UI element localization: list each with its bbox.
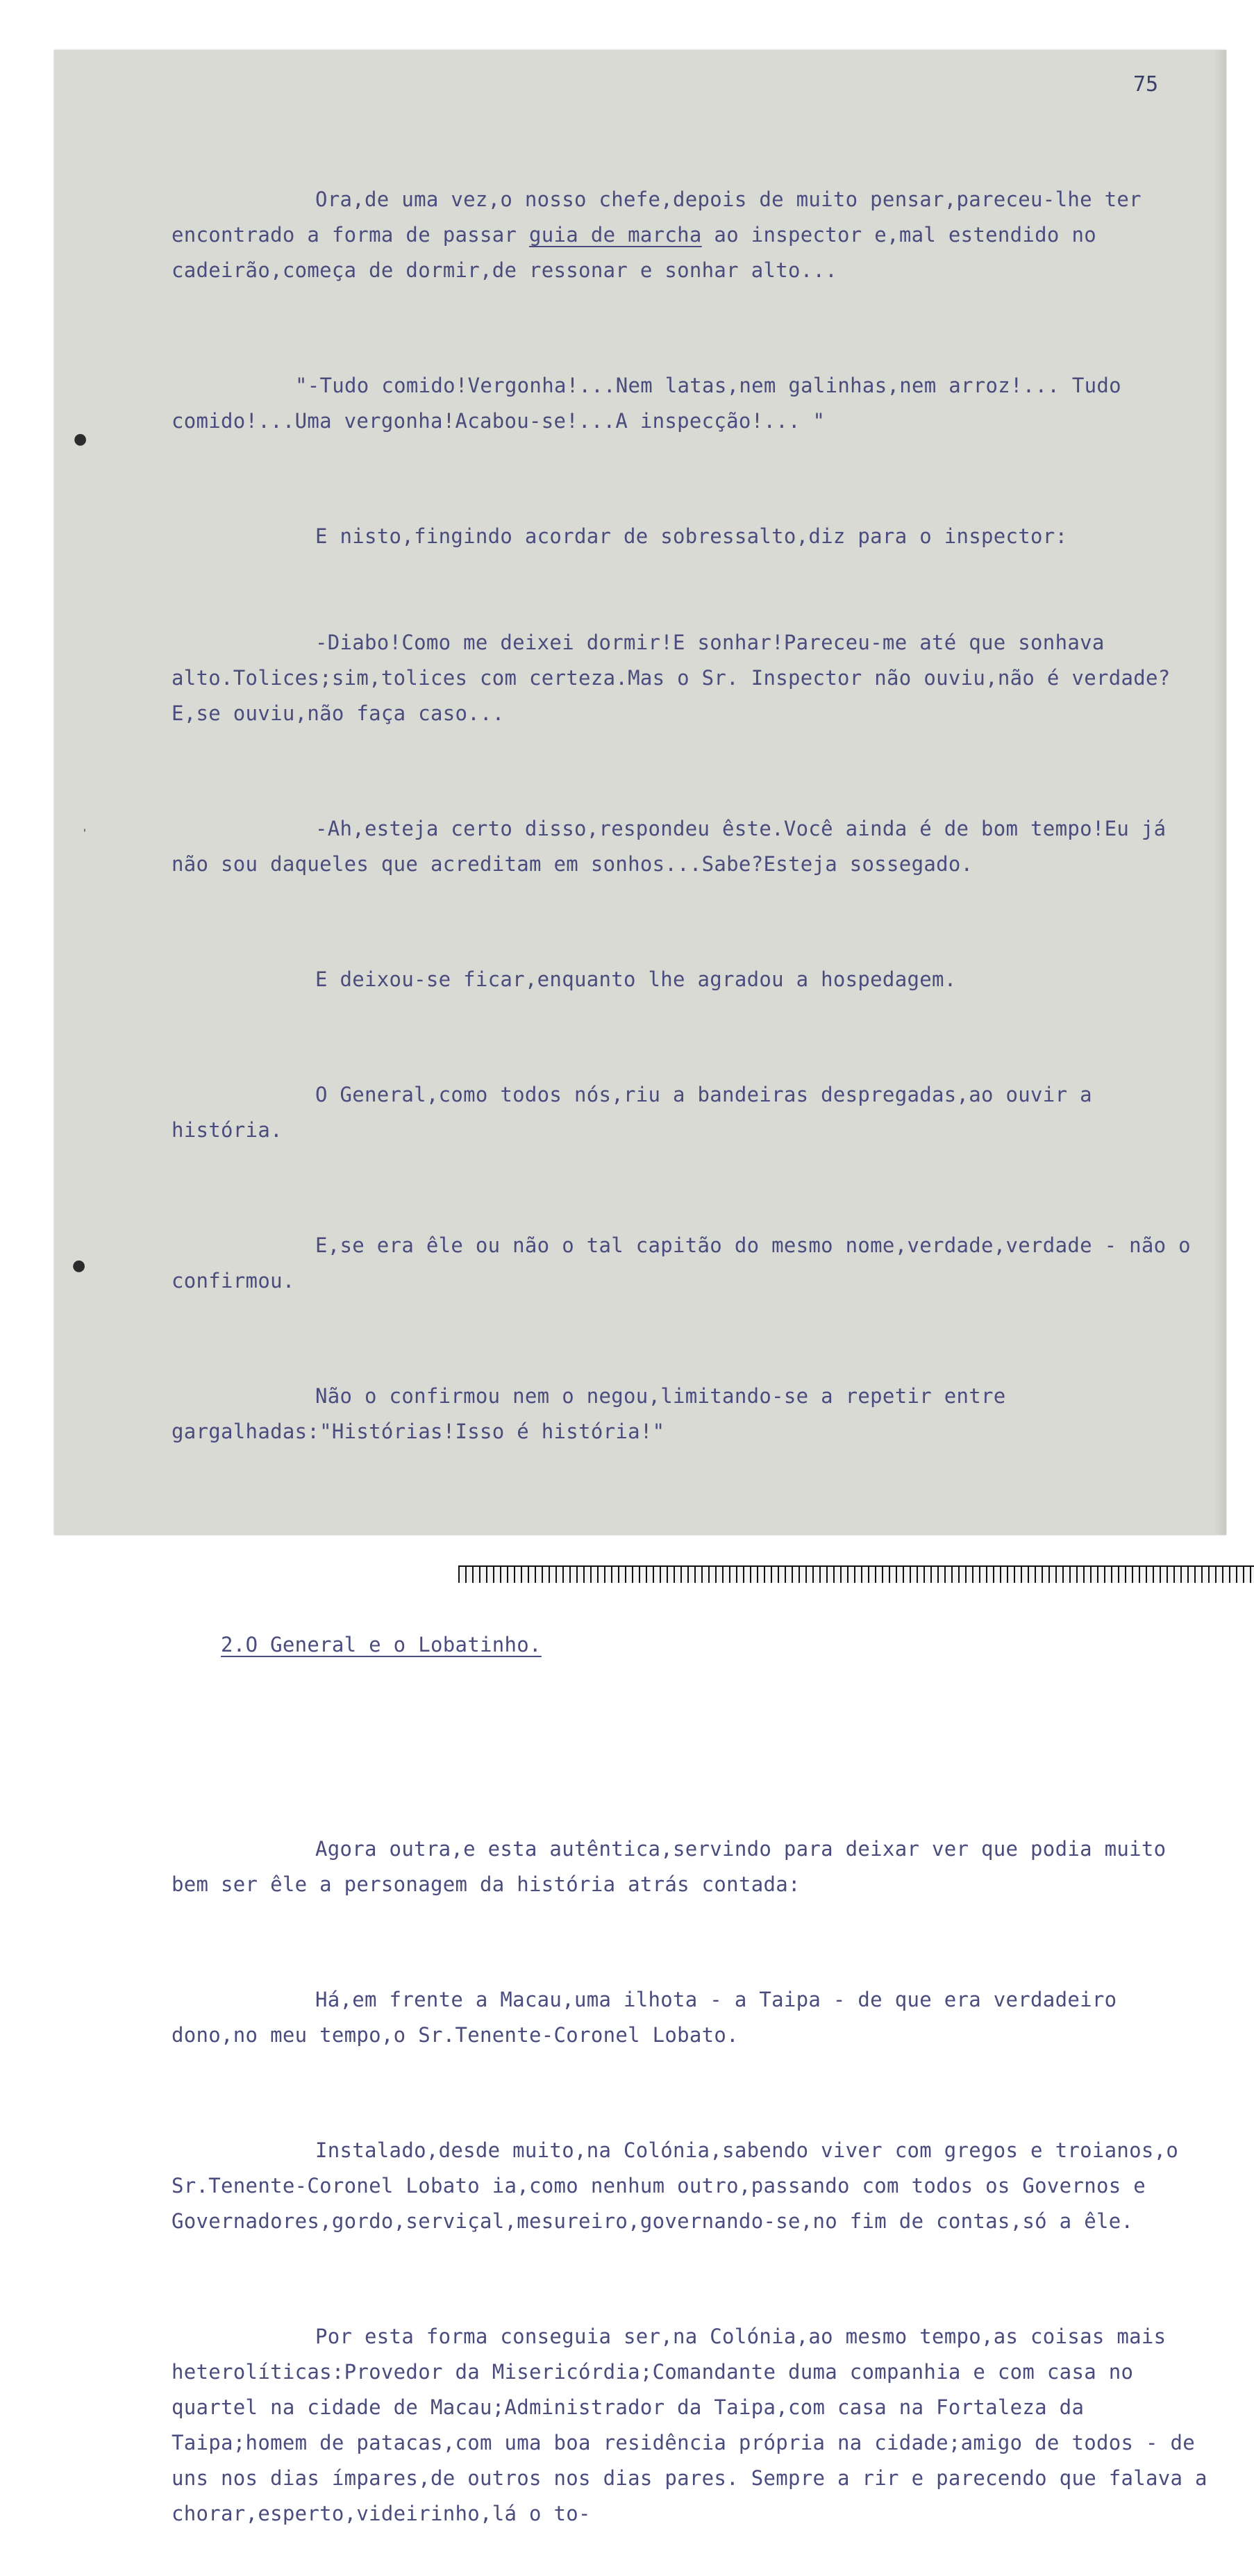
- scale-ruler: [458, 1565, 1254, 1583]
- paragraph: -Diabo!Como me deixei dormir!E sonhar!Pareceu-me até que sonhava alto.Tolices;sim,tolices com certeza.Mas o Sr. Inspector não ouviu,não é verdade?E,se ouviu,não faça caso...: [172, 631, 1171, 725]
- paragraph: "-Tudo comido!Vergonha!...Nem latas,nem galinhas,nem arroz!... Tudo comido!...Uma vergonha!Acabou-se!...A inspecção!... ": [172, 374, 1134, 433]
- paragraph: Não o confirmou nem o negou,limitando-se a repetir entre gargalhadas:"Histórias!Isso é história!": [172, 1384, 1019, 1443]
- paragraph: Há,em frente a Macau,uma ilhota - a Taipa - de que era verdadeiro dono,no meu tempo,o Sr.Tenente-Coronel Lobato.: [172, 1988, 1130, 2047]
- section-heading-block: [172, 1592, 1213, 1698]
- paragraph: Instalado,desde muito,na Colónia,sabendo viver com gregos e troianos,o Sr.Tenente-Coronel Lobato ia,como nenhum outro,passando com todos os Governos e Governadores,gordo,serviçal,mesureiro,governando-se,no fim de contas,só a êle.: [172, 2138, 1191, 2233]
- paragraph: E nisto,fingindo acordar de sobressalto,diz para o inspector:: [315, 524, 1068, 548]
- underlined-phrase: guia de marcha: [529, 223, 702, 247]
- paragraph: Por esta forma conseguia ser,na Colónia,ao mesmo tempo,as coisas mais heterolíticas:Provedor da Misericórdia;Comandante duma companhia e com casa no quartel na cidade de Macau;Administrador da Taipa,com casa na Fortaleza da Taipa;homem de patacas,com uma boa residência própria na cidade;amigo de todos - de uns nos dias ímpares,de outros nos dias pares. Sempre a rir e parecendo que falava a chorar,esperto,videirinho,lá o to-: [172, 2325, 1220, 2525]
- paragraph: E deixou-se ficar,enquanto lhe agradou a hospedagem.: [315, 967, 957, 991]
- paragraph: O General,como todos nós,riu a bandeiras despregadas,ao ouvir a história.: [172, 1083, 1105, 1142]
- paragraph-text: ao inspector e,mal estendido no cadeirão,começa de dormir,de ressonar e sonhar alto...: [172, 223, 1109, 282]
- paragraph: E,se era êle ou não o tal capitão do mesmo nome,verdade,verdade - não o confirmou.: [172, 1233, 1203, 1293]
- page-number: 75: [1133, 72, 1159, 97]
- paragraph: -Ah,esteja certo disso,respondeu êste.Você ainda é de bom tempo!Eu já não sou daqueles que acreditam em sonhos...Sabe?Esteja sossegado.: [172, 817, 1179, 876]
- margin-dot: ●: [74, 431, 87, 448]
- margin-dot: ●: [72, 1257, 86, 1274]
- paragraph-text: Ora,de uma vez,o nosso chefe,depois de muito pensar,pareceu-lhe ter encontrado a forma de passar: [172, 188, 1154, 247]
- paragraph: Agora outra,e esta autêntica,servindo para deixar ver que podia muito bem ser êle a personagem da história atrás contada:: [172, 1837, 1179, 1896]
- typed-document: [172, 111, 1220, 2576]
- section-heading: 2.O General e o Lobatinho.: [221, 1633, 542, 1656]
- paragraph: [172, 182, 1213, 288]
- margin-tick: ': [83, 828, 86, 839]
